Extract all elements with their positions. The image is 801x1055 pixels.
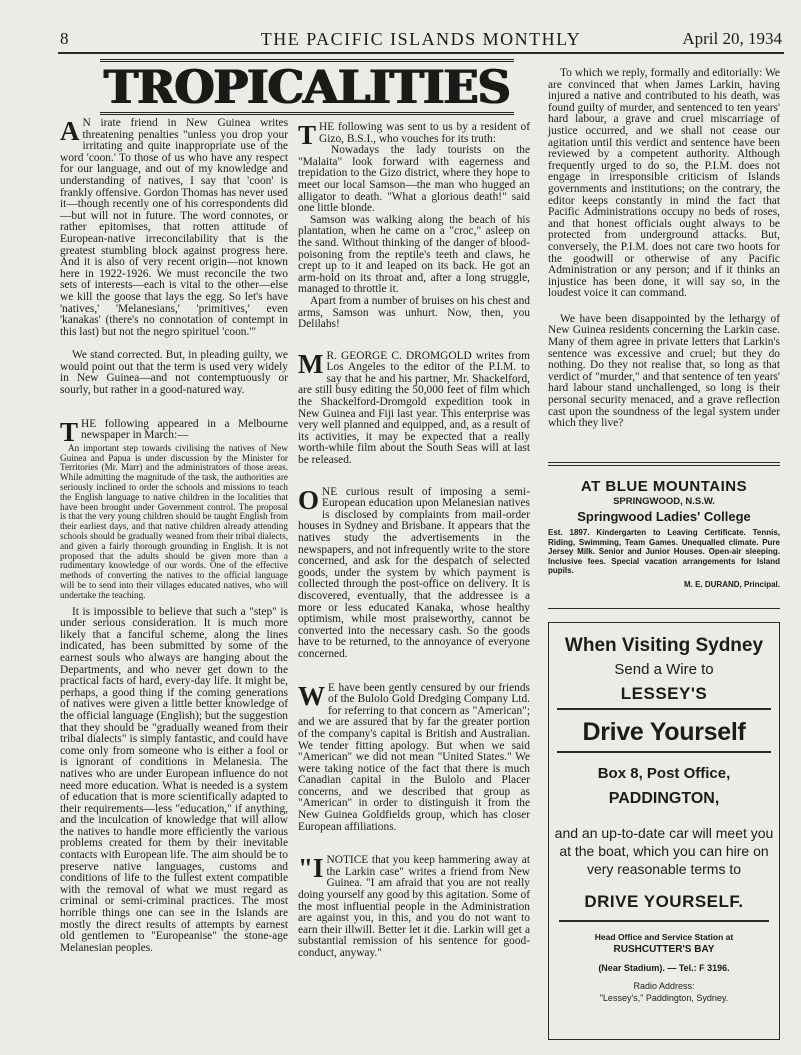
ad-line: PADDINGTON, [608, 790, 720, 807]
article-larkin-letter: "INOTICE that you keep hammering away at the Larkin case" writes a friend from New Guinea. "I am afraid that you are not really doing yourself any good by this agitation. Some of the most influential people in the Administration are against you, in this, and you do not want to earn their illwill. Better let it die. Larkin will get a substantial remission of his sentence for good-conduct, anyway." [298, 853, 530, 959]
issue-date: April 20, 1934 [682, 29, 782, 48]
ad-line: Box 8, Post Office, [597, 765, 731, 782]
drop-cap: "I [298, 853, 324, 884]
divider [548, 608, 780, 609]
page-number: 8 [60, 29, 69, 48]
advert-location: SPRINGWOOD, N.S.W. [613, 496, 715, 507]
drop-cap: T [60, 416, 79, 447]
ad-rule [559, 920, 769, 922]
drop-cap: T [298, 120, 317, 150]
ad-line: "Lessey's," Paddington, Sydney. [599, 992, 729, 1003]
drop-cap: M [298, 348, 324, 379]
masthead: THE PACIFIC ISLANDS MONTHLY [260, 29, 582, 49]
column-3 [548, 68, 780, 430]
article-gizo: THE following was sent to us by a resident of Gizo, B.S.I., who vouches for its truth: [298, 120, 530, 150]
drop-cap: W [298, 680, 325, 711]
advert-college-name: Springwood Ladies' College [577, 509, 751, 524]
header-rule [58, 52, 784, 54]
ad-line: Head Office and Service Station at [594, 931, 734, 942]
gizo-para-4: Apart from a number of bruises on his chest and arms, Samson was unhurt. Now, then, you Delilahs! [298, 294, 530, 331]
advert-heading: AT BLUE MOUNTAINS [580, 478, 748, 495]
ad-rule [557, 751, 771, 753]
column-1 [60, 118, 288, 954]
ad-line: and an up-to-date car will meet you at the boat, which you can hire on very reasonable terms to [554, 825, 774, 877]
article-melbourne-comment: It is impossible to believe that such a "step" is under serious consideration. It is much more likely that a fanciful scheme, along the lines indicated, has been submitted by some of the earnest souls who always are hanging about the Departments, and who never get down to the practical facts of hard, every-day life. It might be, perhaps, a good thing if the coming generations of natives were given a little better knowledge of the official language (English); but the suggestion that they should be "gradually weaned from their tribal dialects" is simply fantastic, and could have come only from someone who is either a fool or is ignorant of conditions in Melanesia. The natives who are under European influence do not need more education. What is needed is a system of education that is more scientifically adapted to their requirements—less "education," if anything, and the inculcation of knowledge that will allow the natives to handle more efficiently the various problems created for them by their inevitable contacts with European life. The aim should be to preserve native languages, customs and conditions of life to the fullest extent compatible with the removal of what we must regard as criminal or semi-criminal practices. The most horrible things one can see in the Islands are mostly the direct results of attempts by earnest old gentlemen to "Europeanise" the stone-age Melanesian peoples. [60, 605, 288, 954]
advert-signature: M. E. DURAND, Principal. [683, 579, 780, 589]
drop-cap: A [60, 116, 80, 146]
ad-line: DRIVE YOURSELF. [584, 892, 744, 911]
divider [548, 462, 780, 463]
ad-line: Radio Address: [633, 980, 695, 991]
gizo-para-3: Samson was walking along the beach of his plantation, when he came on a "croc," asleep on the sand. Without thinking of the danger of blood-poisoning from the reptile's teeth and claws, he crept up to it and leaped on its back. He got an arm-hold on its throat and, after a long struggle, managed to throttle it. [298, 213, 530, 296]
section-title: TROPICALITIES [100, 58, 452, 116]
article-coon: A N irate friend in New Guinea writes threatening penalties "unless you drop your irritating and quite inappropriate use of the word 'coon.' To those of us who have any respect for our language, and out of my knowledge and understanding of natives, I say that 'coon' is frankly offensive. Gordon Thomas has never used it—though recently one of his correspondents did—but will not in future. The word connotes, or rather epitomises, that rotten attitude of European-native irreconcilability that is the greatest stumbling block against progress here. And it is also of very recent origin—not known here in 1922-1926. We must reconcile the two sets of interests—each is vital to the other—else we kill the goose that lays the egg. So let's have 'natives,' 'Melanesians,' 'primitives,' even 'kanakas' (there's no connotation of contempt in this last) but not the negro spirituel 'coon.'" [60, 116, 288, 338]
article-mail-order: ONE curious result of imposing a semi-European education upon Melanesian natives is disclosed by complaints from mail-order houses in Sydney and Brisbane. It appears that the natives study the advertisements in the newspapers, and not infrequently write to the store concerned, and ask for the despatch of selected goods, under the system by which payment is collected through the post-office on delivery. It is discovered, eventually, that the addressee is a more or less educated Kanaka, whose healthy optimism, while most praiseworthy, cannot be converted into the necessary cash. So the goods have to be returned, to the annoyance of everyone concerned. [298, 484, 530, 660]
ad-line: When Visiting Sydney [564, 635, 764, 656]
article-dromgold: M R. GEORGE C. DROMGOLD writes from Los Angeles to the editor of the P.I.M. to say that he and his partner, Mr. Shackelford, are still busy editing the 50,000 feet of film which the Shackelford-Dromgold expedition took in New Guinea and Fiji last year. This enterprise was very well planned and equipped, and, as a result of its activities, it may be expected that a really worth-while film about the South Seas will at last be released. [298, 348, 530, 467]
ad-line: Send a Wire to [614, 661, 714, 678]
page-header [60, 29, 782, 51]
article-coon-reply: We stand corrected. But, in pleading guilty, we would point out that the term is used very widely in New Guinea—and not contemptuously or sourly, but rather in a good-natured way. [60, 349, 288, 397]
article-larkin-reply: To which we reply, formally and editorially: We are convinced that when James Larkin, having injured a native and contributed to his death, was found guilty of murder, and sentenced to ten years' hard labour, a grave and cruel miscarriage of justice occurred, and we shall not cease our agitation until this verdict and sentence have been reviewed by a competent authority. Although frequently urged to do so, the P.I.M. does not engage in irresponsible criticism of Islands governments and institutions; on the contrary, the editor keeps constantly in mind the fact that Pacific Administrations occupy no beds of roses, and that honest officials ought always to be protected from underground attacks. But, conversely, the P.I.M. does not care two hoots for the goodwill or otherwise of any Pacific Administration or any person; and if it thinks an injustice has been done, it will say so, in the loudest voice it can command. [548, 67, 780, 300]
drop-cap: O [298, 484, 320, 515]
article-melbourne: THE following appeared in a Melbourne newspaper in March:— [60, 416, 288, 447]
advert-lesseys [548, 622, 780, 1040]
ad-rule [557, 708, 771, 710]
advert-body: Est. 1897. Kindergarten to Leaving Certificate. Tennis, Riding, Swimming, Team Games. Unequalled climate. Pure Jersey Milk. Senior and Junior Houses. Open-air sleeping. Inclusive fees. Special vacation arrangements for Island pupils. [548, 528, 780, 575]
gizo-para-2: Nowadays the lady tourists on the "Malaita" look forward with eagerness and trepidation to the Gizo district, where they hope to meet our local Samson—the man who hugged an alligator to death. "What a glorious death!" said one little blonde. [298, 144, 530, 215]
ad-brand: LESSEY'S [620, 684, 708, 703]
ad-line: (Near Stadium). — Tel.: F 3196. [598, 962, 730, 973]
ad-slogan: Drive Yourself [582, 718, 746, 746]
article-bulolo: W E have been gently censured by our friends of the Bulolo Gold Dredging Company Ltd. for referring to that concern as "American"; and we are assured that by far the greater portion of the company's capital is British and Australian. We tender fitting apology. But when we said "American" we did not mean "United States." We were taking notice of the fact that there is much Canadian capital in the Bulolo and Placer concerns, and we described that group as "American" in order to distinguish it from the New Guinea Goldfields group, which has closer European affiliations. [298, 680, 530, 833]
divider [548, 465, 780, 466]
ad-line: RUSHCUTTER'S BAY [613, 943, 715, 955]
melbourne-quote: An important step towards civilising the natives of New Guinea and Papua is under discussion by the Minister for Territories (Mr. Marr) and the administrators of those areas. While admitting the magnitude of the task, the authorities are seriously inclined to order the schools and missions to teach the English language to native children in the localities that have been brought under Government control. The proposal is that the very young children should be taught English from their earliest days, and that native children already attending schools should be gradually weaned from their tribal dialects, and given a fairly thorough grounding in English. It is not proposed that the adults should be given more than a rudimentary knowledge of our words. One of the effective methods of converting the natives to the official language will be to send into their villages educated natives, who will undertake the teaching. [60, 442, 288, 600]
column-2 [298, 122, 530, 960]
advert-springwood-college [548, 478, 780, 589]
article-larkin-lethargy: We have been disappointed by the lethargy of New Guinea residents concerning the Larkin case. Many of them agree in private letters that Larkin's sentence was excessive and cruel; but they do nothing. Do they not realise that, so long as that verdict of "murder," and that sentence of ten years' hard labour stand unchallenged, so long is their personal security menaced, and a grave reflection cast upon the soundness of the legal system under which they live? [548, 312, 780, 430]
